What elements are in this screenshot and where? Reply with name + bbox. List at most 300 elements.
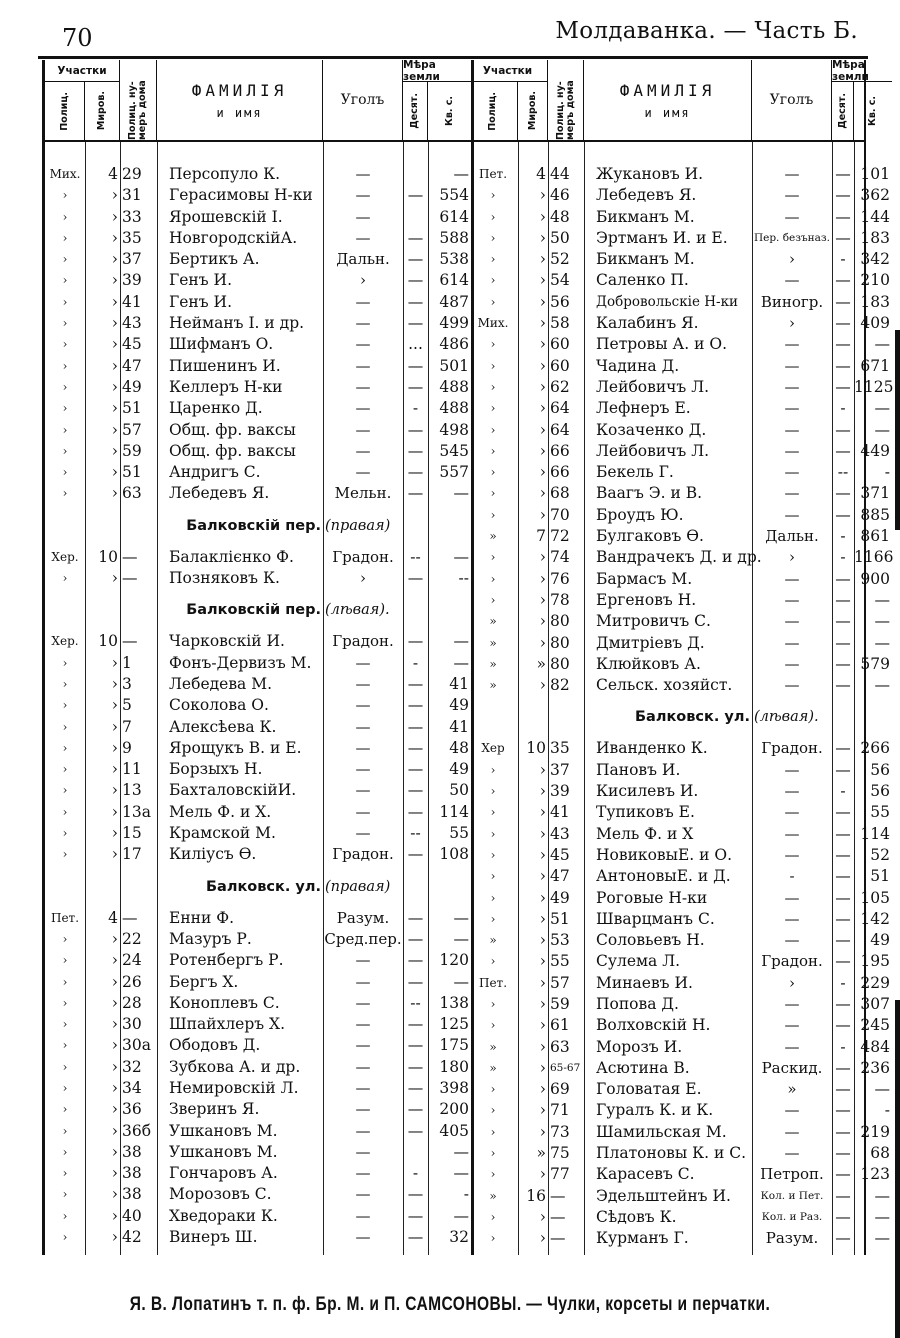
desyatina-cell: - [412,1164,419,1183]
surname-cell: Саленко П. [596,271,689,290]
surname-cell: Курманъ Г. [596,1229,689,1248]
surname-cell: Крамской М. [169,824,276,843]
scan-edge [895,330,900,530]
sq-sazhen-cell: 499 [439,314,469,333]
sq-sazhen-cell: — [453,484,469,503]
desyatina-cell: — [407,738,424,757]
surname-cell: Общ. фр. ваксы [169,441,296,460]
house-number-cell: — [122,569,138,588]
desyatina-cell: — [407,1057,424,1076]
house-number-cell: 47 [550,867,570,886]
header-familiya: ФАМИЛІЯ и имя [584,60,752,140]
house-number-cell: 61 [550,1016,570,1035]
desyatina-cell: — [407,271,424,290]
surname-cell: Шпайхлеръ Х. [169,1015,286,1034]
house-number-cell: 64 [550,420,570,439]
surname-cell: Андригъ С. [169,463,261,482]
table-row [468,909,890,930]
house-number-cell: 49 [550,888,570,907]
house-number-cell: 59 [550,994,570,1013]
police-district-cell: » [489,635,497,650]
corner-cell: — [355,696,371,715]
corner-cell: — [784,994,800,1013]
police-district-cell: › [490,805,496,820]
sq-sazhen-cell: — [874,420,890,439]
surname-cell: Борзыхъ Н. [169,760,263,779]
desyatina-cell: — [835,1080,851,1099]
house-number-cell: 51 [550,909,570,928]
police-district-cell: › [62,953,68,968]
house-number-cell: 39 [550,782,570,801]
magistrate-district-cell: › [539,335,546,354]
magistrate-district-cell: › [111,674,118,693]
house-number-cell: 64 [550,399,570,418]
magistrate-district-cell: › [539,1122,546,1141]
police-district-cell: › [490,762,496,777]
corner-cell: — [784,824,800,843]
header-mirov: Миров. [518,82,548,140]
police-district-cell: › [490,465,496,480]
corner-cell: — [355,824,371,843]
desyatina-cell: — [835,867,851,886]
sq-sazhen-cell: 1166 [854,548,894,567]
police-district-cell: › [62,995,68,1010]
table-row [468,249,890,270]
magistrate-district-cell: › [111,186,118,205]
sq-sazhen-cell: 557 [439,463,469,482]
desyatina-cell: — [407,569,424,588]
sq-sazhen-cell: 554 [439,186,469,205]
house-number-cell: 43 [550,824,570,843]
house-number-cell: 72 [550,527,570,546]
police-district-cell: › [490,294,496,309]
table-row [45,207,471,228]
desyatina-cell: — [407,717,424,736]
police-district-cell: › [62,974,68,989]
desyatina-cell: - [840,782,846,801]
corner-cell: — [355,165,371,183]
desyatina-cell: — [835,271,851,290]
table-row [468,738,890,759]
desyatina-cell: — [407,674,424,693]
sq-sazhen-cell: 1125 [854,377,894,396]
desyatina-cell: -- [410,824,421,843]
sq-sazhen-cell: 398 [439,1078,469,1097]
table-row [468,1122,890,1143]
desyatina-cell: — [835,909,851,928]
corner-cell: » [787,1080,797,1099]
desyatina-cell: — [407,356,424,375]
house-number-cell: 36б [122,1121,152,1140]
table-row [468,1079,890,1100]
magistrate-district-cell: › [539,1165,546,1184]
police-district-cell: › [62,401,68,416]
corner-cell: — [784,654,800,673]
police-district-cell: › [490,486,496,501]
police-district-cell: › [62,294,68,309]
house-number-cell: 82 [550,676,570,695]
section-heading [45,589,471,631]
surname-cell: Пишенинъ И. [169,356,281,375]
corner-cell: Разум. [765,1229,819,1248]
table-row [468,505,890,526]
sq-sazhen-cell: — [874,1229,890,1248]
desyatina-cell: — [407,484,424,503]
house-number-cell: 49 [122,377,142,396]
corner-cell: — [355,292,371,311]
section-street-side: (лѣвая). [325,602,390,619]
corner-cell: Сред.пер. [324,929,402,948]
house-number-cell: 24 [122,951,142,970]
house-number-cell: 37 [122,250,142,269]
surname-cell: Дмитріевъ Д. [596,633,705,652]
police-district-cell: › [62,422,68,437]
desyatina-cell: — [407,696,424,715]
table-row [45,228,471,249]
surname-cell: НовиковыЕ. и О. [596,845,733,864]
police-district-cell: › [62,571,68,586]
sq-sazhen-cell: 56 [870,760,890,779]
sq-sazhen-cell: 488 [439,377,469,396]
house-number-cell: 51 [122,463,142,482]
surname-cell: Сѣдовъ К. [596,1207,677,1226]
magistrate-district-cell: › [539,676,546,695]
house-number-cell: 42 [122,1228,142,1247]
magistrate-district-cell: › [111,717,118,736]
house-number-cell: 11 [122,760,142,779]
section-street-side: (правая) [325,878,391,895]
magistrate-district-cell: 10 [526,739,546,758]
police-district-cell: » [489,529,497,544]
magistrate-district-cell: › [539,420,546,439]
magistrate-district-cell: › [539,207,546,226]
sq-sazhen-cell: 180 [439,1057,469,1076]
surname-cell: Ваагъ Э. и В. [596,484,703,503]
surname-cell: Попова Д. [596,994,679,1013]
magistrate-district-cell: › [111,760,118,779]
corner-cell: — [355,760,371,779]
police-district-cell: › [62,358,68,373]
corner-cell: — [355,802,371,821]
magistrate-district-cell: » [536,1144,546,1163]
table-row [468,377,894,398]
corner-cell: — [355,1015,371,1034]
desyatina-cell: — [835,292,851,311]
table-row [468,824,890,845]
desyatina-cell: — [835,356,851,375]
surname-cell: Алексѣева К. [169,717,277,736]
corner-cell: — [355,717,371,736]
desyatina-cell: — [407,802,424,821]
desyatina-cell: — [407,845,424,864]
magistrate-district-cell: › [111,335,118,354]
desyatina-cell: — [407,1121,424,1140]
header-kv-s: Кв. с. [443,96,455,126]
police-district-cell: » [489,614,497,629]
sq-sazhen-cell: - [884,1101,890,1120]
table-row [468,185,890,206]
desyatina-cell: — [835,654,851,673]
table-row [45,823,471,844]
sq-sazhen-cell: 229 [860,973,890,992]
surname-cell: Бармасъ М. [596,569,693,588]
desyatina-cell: — [835,484,851,503]
house-number-cell: 55 [550,952,570,971]
surname-cell: Ярощукъ В. и Е. [169,738,302,757]
desyatina-cell: — [407,186,424,205]
desyatina-cell: — [407,1036,424,1055]
house-number-cell: 65-67 [550,1061,581,1074]
desyatina-cell: — [407,1100,424,1119]
police-district-cell: › [490,337,496,352]
house-number-cell: 3 [122,674,132,693]
surname-cell: Ярошевскій І. [169,207,283,226]
desyatina-cell: — [407,377,424,396]
table-row [468,1143,890,1164]
sq-sazhen-cell: 342 [860,250,890,269]
house-number-cell: 77 [550,1165,570,1184]
corner-cell: — [784,676,800,695]
desyatina-cell: — [407,1228,424,1247]
table-row [468,1058,890,1079]
police-district-cell: › [490,784,496,799]
house-number-cell: 66 [550,441,570,460]
surname-cell: Фонъ-Дервизъ М. [169,653,312,672]
surname-cell: Морозовъ С. [169,1185,272,1204]
sq-sazhen-cell: — [874,1080,890,1099]
corner-cell: › [360,271,366,290]
surname-cell: Шифманъ О. [169,335,274,354]
corner-cell: › [789,548,795,567]
magistrate-district-cell: › [111,1100,118,1119]
desyatina-cell: — [835,420,851,439]
house-number-cell: 5 [122,696,132,715]
desyatina-cell: — [407,250,424,269]
house-number-cell: 63 [550,1037,570,1056]
surname-cell: Роговые Н-ки [596,888,708,907]
surname-cell: Нейманъ І. и др. [169,314,305,333]
table-row [468,590,890,611]
desyatina-cell: - [840,548,846,567]
magistrate-district-cell: › [111,993,118,1012]
police-district-cell: › [490,1018,496,1033]
table-row [468,866,890,887]
table-row [45,993,471,1014]
police-district-cell: › [62,465,68,480]
table-row [468,654,890,675]
header-ugol: Уголъ [323,60,403,140]
corner-cell: — [355,738,371,757]
surname-cell: Лебедевъ Я. [596,186,697,205]
corner-cell: — [355,951,371,970]
magistrate-district-cell: › [539,1037,546,1056]
sq-sazhen-cell: 487 [439,292,469,311]
magistrate-district-cell: › [539,931,546,950]
section-street-name: Балковскій пер. [186,602,321,619]
corner-cell: — [784,377,800,396]
police-district-cell: › [62,230,68,245]
sq-sazhen-cell: 671 [860,356,890,375]
table-row [45,1163,471,1184]
surname-cell: Калабинъ Я. [596,314,699,333]
surname-cell: Чадина Д. [596,356,680,375]
magistrate-district-cell: 16 [526,1186,546,1205]
house-number-cell: 74 [550,548,570,567]
police-district-cell: › [490,443,496,458]
surname-cell: Бекель Г. [596,463,674,482]
corner-cell: — [355,674,371,693]
sq-sazhen-cell: 614 [439,271,469,290]
table-row [45,377,471,398]
table-row [45,631,471,652]
surname-cell: Платоновы К. и С. [596,1144,747,1163]
house-number-cell: 1 [122,653,132,672]
magistrate-district-cell: › [539,484,546,503]
police-district-cell: › [490,188,496,203]
magistrate-district-cell: › [111,292,118,311]
magistrate-district-cell: 4 [108,908,118,927]
surname-cell: Эдельштейнъ И. [596,1186,731,1205]
house-number-cell: 57 [550,973,570,992]
desyatina-cell: — [407,314,424,333]
house-number-cell: 32 [122,1057,142,1076]
house-number-cell: 70 [550,505,570,524]
sq-sazhen-cell: — [453,1164,469,1183]
corner-cell: — [355,314,371,333]
police-district-cell: › [490,379,496,394]
house-number-cell: 59 [122,441,142,460]
surname-cell: Шварцманъ С. [596,909,715,928]
surname-cell: Коноплевъ С. [169,993,280,1012]
sq-sazhen-cell: 501 [439,356,469,375]
sq-sazhen-cell: 55 [449,824,469,843]
house-number-cell: 35 [122,228,142,247]
running-head: Молдаванка. — Часть Б. [555,18,858,44]
header-dom-number: Полиц. ну- меръ дома [548,60,584,140]
header-polits: Полиц. [468,82,518,140]
house-number-cell: 60 [550,335,570,354]
sq-sazhen-cell: 266 [860,739,890,758]
magistrate-district-cell: › [539,250,546,269]
table-row [468,398,890,419]
surname-cell: Зубкова А. и др. [169,1057,301,1076]
table-row [45,249,471,270]
sq-sazhen-cell: -- [458,569,469,588]
sq-sazhen-cell: - [884,463,890,482]
table-row [45,802,471,823]
desyatina-cell: - [840,973,846,992]
house-number-cell: 69 [550,1080,570,1099]
magistrate-district-cell: › [539,782,546,801]
magistrate-district-cell: › [111,1057,118,1076]
magistrate-district-cell: › [111,250,118,269]
desyatina-cell: — [407,420,424,439]
surname-cell: Козаченко Д. [596,420,707,439]
desyatina-cell: - [840,250,846,269]
surname-cell: Мель Ф. и Х [596,824,694,843]
corner-cell: — [784,399,800,418]
police-district-cell: › [490,1231,496,1246]
desyatina-cell: — [407,781,424,800]
table-row [468,483,890,504]
sq-sazhen-cell: — [453,632,469,651]
sq-sazhen-cell: 484 [860,1037,890,1056]
header-familiya: ФАМИЛІЯ и имя [157,60,323,140]
corner-cell: › [360,569,366,588]
corner-cell: — [355,972,371,991]
police-district-cell: › [490,592,496,607]
sq-sazhen-cell: 41 [449,717,469,736]
surname-cell: Мель Ф. и Х. [169,802,272,821]
corner-cell: Пер. безъназ. [753,231,831,244]
police-district-cell: › [62,1208,68,1223]
corner-cell: — [784,271,800,290]
sq-sazhen-cell: 219 [860,1122,890,1141]
magistrate-district-cell: › [111,802,118,821]
magistrate-district-cell: 7 [536,527,546,546]
corner-cell: — [355,1142,371,1161]
magistrate-district-cell: › [539,1207,546,1226]
surname-cell: Ободовъ Д. [169,1036,261,1055]
corner-cell: Дальн. [765,527,819,546]
police-district-cell: › [62,379,68,394]
sq-sazhen-cell: 183 [860,292,890,311]
house-number-cell: — [122,632,138,651]
sq-sazhen-cell: — [453,1142,469,1161]
sq-sazhen-cell: — [453,547,469,566]
police-district-cell: › [62,676,68,691]
table-row [45,483,471,504]
magistrate-district-cell: › [539,994,546,1013]
surname-cell: Герасимовы Н-ки [169,186,313,205]
desyatina-cell: — [407,760,424,779]
header-mera-zemli: Мѣра земли [832,60,892,82]
house-number-cell: 78 [550,590,570,609]
magistrate-district-cell: › [111,1121,118,1140]
table-row [468,1164,890,1185]
table-row [468,334,890,355]
table-row [45,653,471,674]
house-number-cell: 7 [122,717,132,736]
police-district-cell: › [62,931,68,946]
magistrate-district-cell: › [539,292,546,311]
table-row [45,950,471,971]
surname-cell: Лейбовичъ Л. [596,377,710,396]
header-desyat: Десят. [403,82,428,140]
police-district-cell: › [62,1017,68,1032]
police-district-cell: › [490,1082,496,1097]
magistrate-district-cell: › [111,463,118,482]
surname-cell: Иванденко К. [596,739,708,758]
corner-cell: — [355,1206,371,1225]
police-district-cell: › [62,1038,68,1053]
table-row [468,994,890,1015]
table-row [468,292,890,313]
police-district-cell: › [62,655,68,670]
table-row [45,1035,471,1056]
house-number-cell: 45 [122,335,142,354]
sq-sazhen-cell: 538 [439,250,469,269]
house-number-cell: — [550,1186,566,1205]
house-number-cell: 62 [550,377,570,396]
desyatina-cell: — [835,441,851,460]
sq-sazhen-cell: 861 [860,527,890,546]
police-district-cell: » [489,933,497,948]
corner-cell: Мельн. [334,484,392,503]
magistrate-district-cell: › [539,803,546,822]
section-street-name: Балковск. ул. [634,709,750,726]
house-number-cell: 38 [122,1164,142,1183]
